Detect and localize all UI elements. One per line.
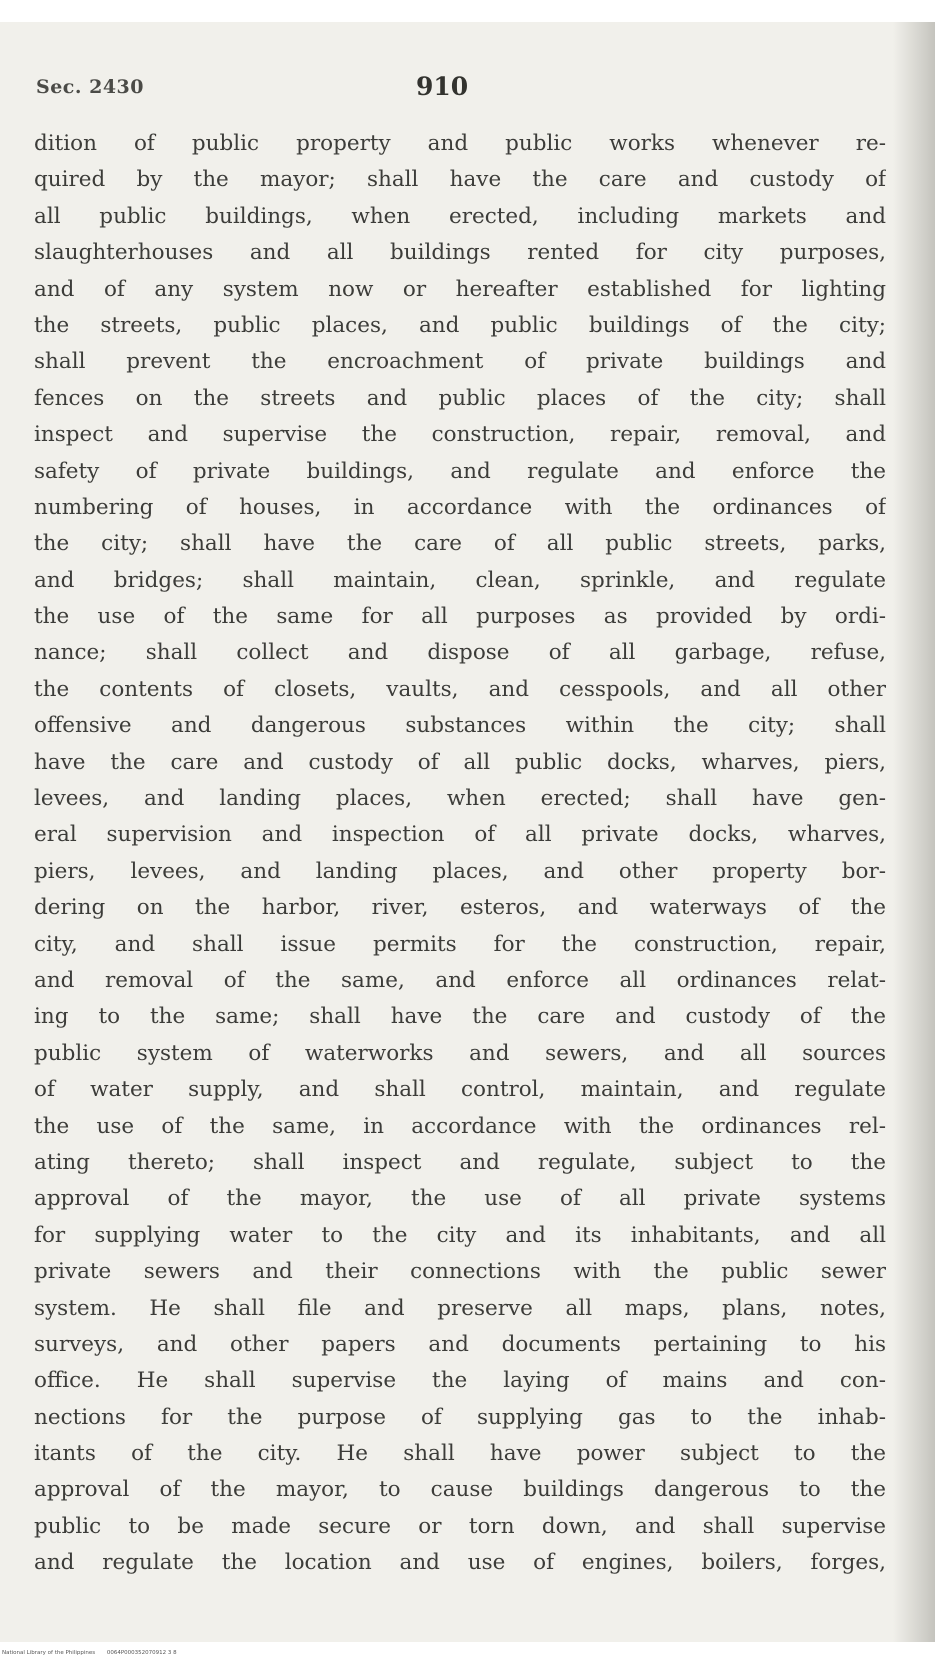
text-line: office. He shall supervise the laying of mains and con- (34, 1368, 886, 1394)
scan-footer (0, 1645, 935, 1661)
text-line: offensive and dangerous substances within the city; shall (34, 713, 886, 739)
text-line: the contents of closets, vaults, and cesspools, and all other (34, 676, 886, 702)
text-line: and regulate the location and use of engines, boilers, forges, (34, 1550, 886, 1576)
page-number: 910 (416, 72, 469, 101)
text-line: and removal of the same, and enforce all ordinances relat- (34, 967, 886, 993)
text-line: private sewers and their connections with the public sewer (34, 1259, 886, 1285)
text-line: quired by the mayor; shall have the care and custody of (34, 167, 886, 193)
text-line: have the care and custody of all public docks, wharves, piers, (34, 749, 886, 775)
text-line: the use of the same, in accordance with the ordinances rel- (34, 1113, 886, 1139)
binding-shadow (893, 22, 935, 1642)
footer-identifier: 0064P000352070912 3 8 (106, 1650, 177, 1656)
text-line: itants of the city. He shall have power subject to the (34, 1441, 886, 1467)
text-line: dition of public property and public works whenever re- (34, 131, 886, 156)
page-header (36, 72, 876, 102)
text-line: shall prevent the encroachment of private buildings and (34, 349, 886, 375)
footer-library: National Library of the Philippines (2, 1650, 96, 1656)
body-text (34, 126, 886, 1582)
text-line: levees, and landing places, when erected; shall have gen- (34, 786, 886, 812)
section-number: Sec. 2430 (36, 76, 144, 98)
text-line: dering on the harbor, river, esteros, and waterways of the (34, 895, 886, 921)
scanned-page (0, 22, 935, 1642)
text-line: public system of waterworks and sewers, and all sources (34, 1040, 886, 1066)
text-line: approval of the mayor, the use of all private systems (34, 1186, 886, 1212)
text-line: piers, levees, and landing places, and other property bor- (34, 858, 886, 884)
text-line: nections for the purpose of supplying gas to the inhab- (34, 1404, 886, 1430)
text-line: and of any system now or hereafter established for lighting (34, 276, 886, 302)
text-line: the use of the same for all purposes as provided by ordi- (34, 604, 886, 630)
text-line: all public buildings, when erected, including markets and (34, 203, 886, 229)
text-line: fences on the streets and public places of the city; shall (34, 385, 886, 411)
text-line: and bridges; shall maintain, clean, sprinkle, and regulate (34, 567, 886, 593)
text-line: numbering of houses, in accordance with the ordinances of (34, 494, 886, 520)
text-line: inspect and supervise the construction, repair, removal, and (34, 422, 886, 448)
text-line: surveys, and other papers and documents pertaining to his (34, 1331, 886, 1357)
text-line: ing to the same; shall have the care and custody of the (34, 1004, 886, 1030)
text-line: approval of the mayor, to cause buildings dangerous to the (34, 1477, 886, 1503)
text-line: the streets, public places, and public buildings of the city; (34, 312, 886, 338)
text-line: eral supervision and inspection of all private docks, wharves, (34, 822, 886, 848)
text-line: nance; shall collect and dispose of all garbage, refuse, (34, 640, 886, 666)
text-line: system. He shall file and preserve all maps, plans, notes, (34, 1295, 886, 1321)
text-line: the city; shall have the care of all public streets, parks, (34, 531, 886, 557)
text-line: city, and shall issue permits for the construction, repair, (34, 931, 886, 957)
text-line: slaughterhouses and all buildings rented for city purposes, (34, 240, 886, 266)
text-line: safety of private buildings, and regulate and enforce the (34, 458, 886, 484)
text-line: ating thereto; shall inspect and regulate, subject to the (34, 1149, 886, 1175)
text-line: public to be made secure or torn down, and shall supervise (34, 1513, 886, 1539)
text-line: for supplying water to the city and its inhabitants, and all (34, 1222, 886, 1248)
text-line: of water supply, and shall control, maintain, and regulate (34, 1077, 886, 1103)
